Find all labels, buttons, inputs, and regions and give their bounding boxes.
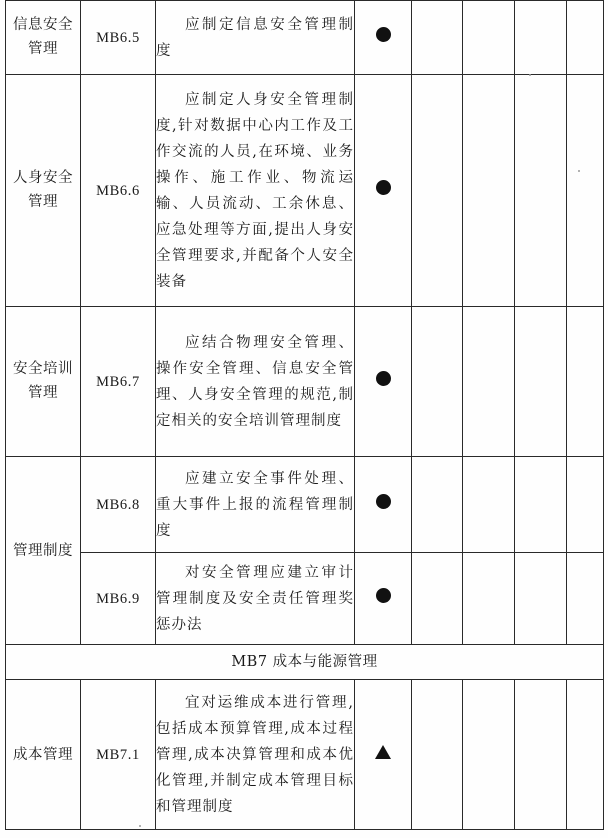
- table-row: [6, 307, 604, 457]
- filled-circle-icon: [376, 371, 391, 386]
- mark-cell: [355, 553, 412, 645]
- requirements-table: [5, 0, 604, 830]
- requirement-cell: 应结合物理安全管理、操作安全管理、信息安全管理、人身安全管理的规范,制定相关的安全培训管理制度: [156, 307, 355, 457]
- code-cell: MB7.1: [81, 680, 156, 830]
- empty-cell: [463, 553, 515, 645]
- filled-circle-icon: [376, 494, 391, 509]
- empty-cell: [412, 457, 463, 553]
- empty-cell: [412, 1, 463, 75]
- section-row: [6, 645, 604, 680]
- scan-speck: [529, 74, 531, 76]
- category-cell: 信息安全管理: [6, 1, 81, 75]
- code-cell: MB6.8: [81, 457, 156, 553]
- empty-cell: [412, 553, 463, 645]
- requirement-cell: 应建立安全事件处理、重大事件上报的流程管理制度: [156, 457, 355, 553]
- requirement-cell: 应制定人身安全管理制度,针对数据中心内工作及工作交流的人员,在环境、业务操作、施工作业、物流运输、人员流动、工余休息、应急处理等方面,提出人身安全管理要求,并配备个人安全装备: [156, 75, 355, 307]
- table-row: [6, 75, 604, 307]
- table-row: [6, 553, 604, 645]
- empty-cell: [567, 75, 604, 307]
- mark-cell: [355, 680, 412, 830]
- empty-cell: [515, 457, 567, 553]
- code-cell: MB6.5: [81, 1, 156, 75]
- empty-cell: [567, 307, 604, 457]
- empty-cell: [567, 553, 604, 645]
- empty-cell: [515, 1, 567, 75]
- filled-triangle-icon: [375, 745, 391, 759]
- mark-cell: [355, 457, 412, 553]
- filled-circle-icon: [376, 27, 391, 42]
- scan-speck: [578, 170, 580, 172]
- empty-cell: [515, 553, 567, 645]
- empty-cell: [412, 307, 463, 457]
- empty-cell: [463, 307, 515, 457]
- mark-cell: [355, 307, 412, 457]
- requirement-cell: 对安全管理应建立审计管理制度及安全责任管理奖惩办法: [156, 553, 355, 645]
- scan-speck: [139, 825, 141, 827]
- category-cell: 管理制度: [6, 457, 81, 645]
- filled-circle-icon: [376, 588, 391, 603]
- empty-cell: [463, 75, 515, 307]
- code-cell: MB6.6: [81, 75, 156, 307]
- filled-circle-icon: [376, 180, 391, 195]
- section-heading: MB7 成本与能源管理: [6, 645, 604, 680]
- mark-cell: [355, 75, 412, 307]
- category-cell: 成本管理: [6, 680, 81, 830]
- empty-cell: [567, 680, 604, 830]
- mark-cell: [355, 1, 412, 75]
- empty-cell: [515, 680, 567, 830]
- category-cell: 人身安全管理: [6, 75, 81, 307]
- table-row: [6, 1, 604, 75]
- empty-cell: [515, 307, 567, 457]
- empty-cell: [567, 457, 604, 553]
- empty-cell: [463, 1, 515, 75]
- empty-cell: [463, 457, 515, 553]
- table-row: [6, 680, 604, 830]
- empty-cell: [412, 680, 463, 830]
- category-cell: 安全培训管理: [6, 307, 81, 457]
- code-cell: MB6.7: [81, 307, 156, 457]
- requirement-cell: 应制定信息安全管理制度: [156, 1, 355, 75]
- code-cell: MB6.9: [81, 553, 156, 645]
- empty-cell: [463, 680, 515, 830]
- empty-cell: [412, 75, 463, 307]
- empty-cell: [567, 1, 604, 75]
- requirement-cell: 宜对运维成本进行管理,包括成本预算管理,成本过程管理,成本决算管理和成本优化管理,并制定成本管理目标和管理制度: [156, 680, 355, 830]
- empty-cell: [515, 75, 567, 307]
- table-row: [6, 457, 604, 553]
